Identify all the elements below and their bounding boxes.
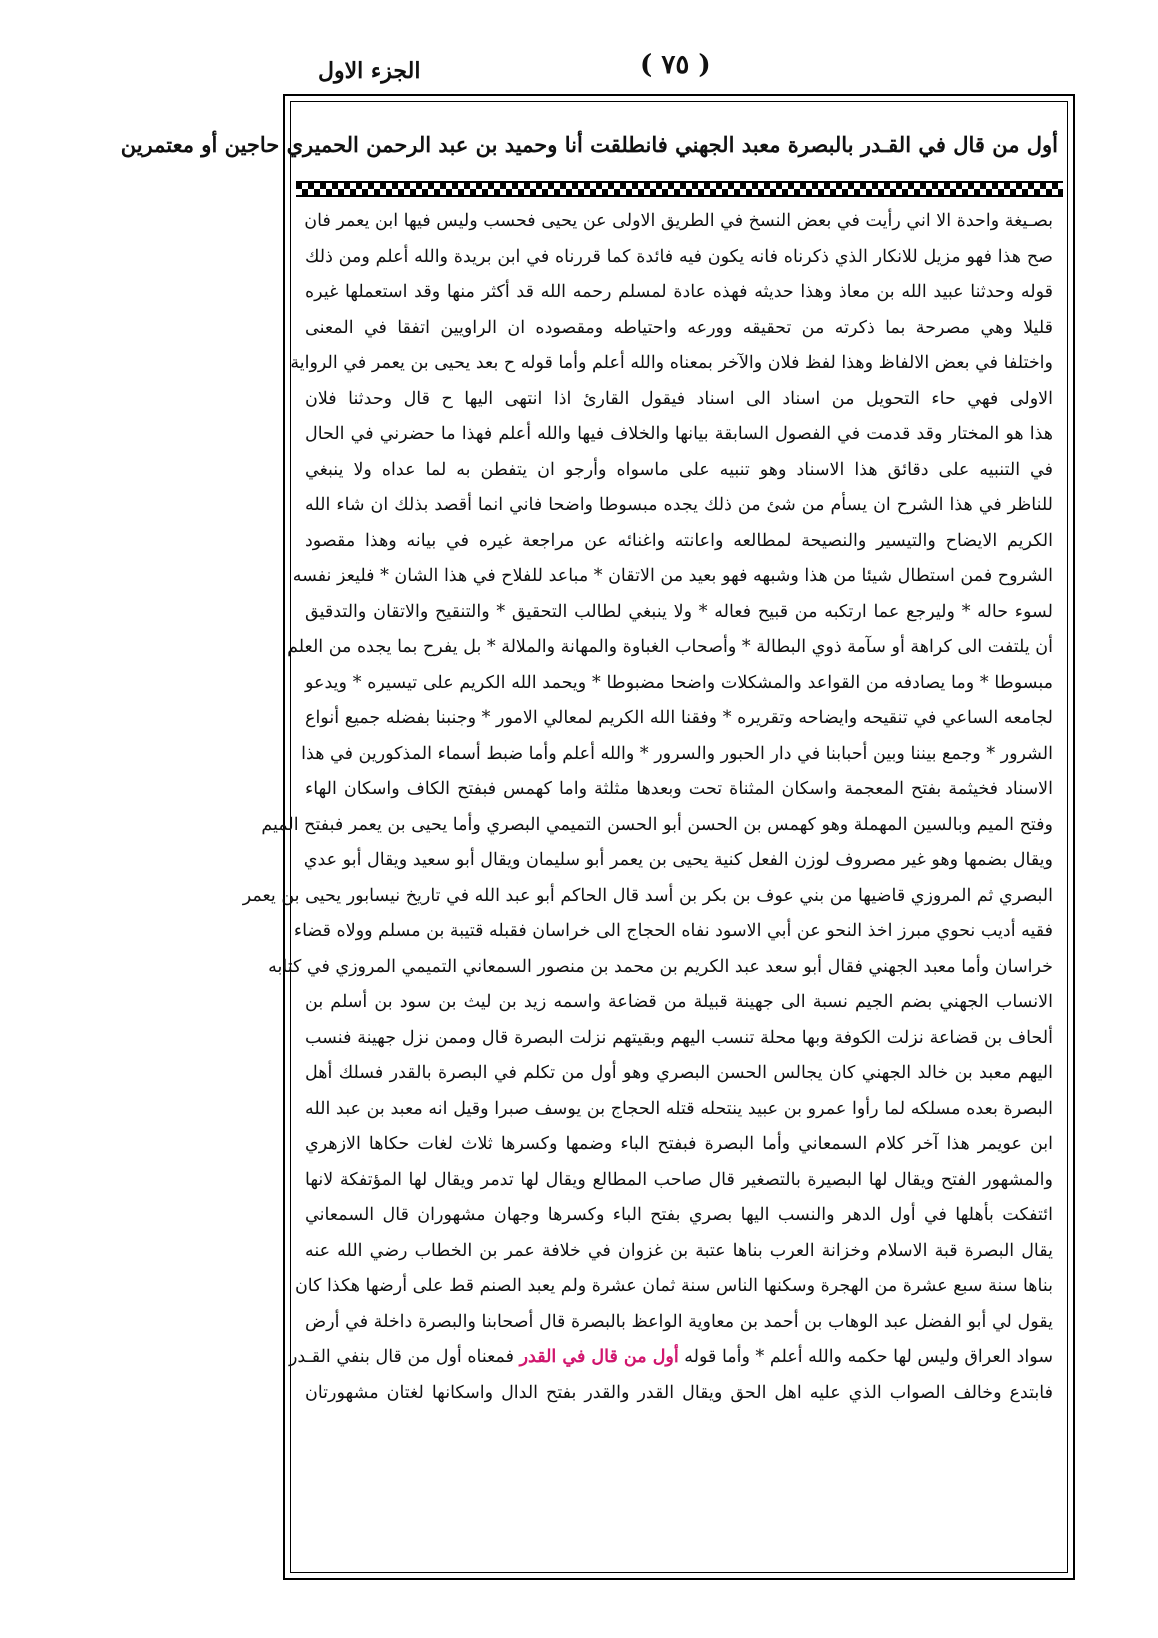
text-line: يقال البصرة قبة الاسلام وخزانة العرب بناها عتبة بن غزوان في خلافة عمر بن الخطاب رضي الله عنه xyxy=(305,1240,1053,1261)
text-line: لجامعه الساعي في تنقيحه وايضاحه وتقريره * وفقنا الله الكريم لمعالي الامور * وجنبنا بفضله جميع أنواع xyxy=(305,708,1053,728)
text-line: البصري ثم المروزي قاضيها من بني عوف بن بكر بن أسد قال الحاكم أبو عبد الله في تاريخ نيسابور يحيى بن يعمر xyxy=(242,885,1053,906)
headline-hadith-text: أول من قال في القـدر بالبصرة معبد الجهني فانطلقت أنا وحميد بن عبد الرحمن الحميري حاجين أو معتمرين xyxy=(120,132,1058,157)
text-segment: سواد العراق وليس لها حكمه والله أعلم * وأما قوله xyxy=(678,1347,1053,1367)
text-line: الاولى فهي حاء التحويل من اسناد الى اسناد فيقول القارئ اذا انتهى اليها ح قال وحدثنا فلان xyxy=(305,388,1053,409)
text-line: في التنبيه على دقائق هذا الاسناد وهو تنبيه على ماسواه وأرجو ان يتفطن به لما عداه ولا ينبغي xyxy=(305,459,1053,480)
text-line: ابن عويمر هذا آخر كلام السمعاني وأما البصرة فبفتح الباء وضمها وكسرها ثلاث لغات حكاها الازهري xyxy=(305,1134,1053,1154)
text-line: الاسناد فخيثمة بفتح المعجمة واسكان المثناة تحت وبعدها مثلثة واما كهمس فبفتح الكاف واسكان الهاء xyxy=(305,779,1053,799)
text-line: اليهم معبد بن خالد الجهني كان يجالس الحسن البصري وهو أول من تكلم في البصرة بالقدر فسلك أهل xyxy=(305,1063,1053,1083)
part-title: الجزء الاول xyxy=(318,58,421,84)
commentary-text xyxy=(242,204,1053,1411)
text-line: الشروح فمن استطال شيئا من هذا وشبهه فهو بعيد من الاتقان * مباعد للفلاح في هذا الشان * فليعز نفسه xyxy=(292,566,1053,586)
text-line: وفتح الميم وبالسين المهملة وهو كهمس بن الحسن أبو الحسن التميمي البصري وأما يحيى بن يعمر فبفتح الميم xyxy=(261,814,1053,835)
text-line: لسوء حاله * وليرجع عما ارتكبه من قبيح فعاله * ولا ينبغي لطالب التحقيق * والتنقيح والاتقان والتدقيق xyxy=(305,601,1053,622)
page-number: ( ٧٥ ) xyxy=(640,50,711,80)
highlighted-quote: أول من قال في القدر xyxy=(519,1347,679,1367)
text-line: والمشهور الفتح ويقال لها البصيرة بالتصغير قال صاحب المطالع ويقال لها تدمر ويقال لها المؤتفكة لانها xyxy=(305,1169,1053,1190)
text-line: ويقال بضمها وهو غير مصروف لوزن الفعل كنية يحيى بن يعمر أبو سليمان ويقال أبو سعيد ويقال أبو عدي xyxy=(303,850,1053,870)
text-line xyxy=(288,1340,1053,1376)
text-line: فابتدع وخالف الصواب الذي عليه اهل الحق ويقال القدر والقدر بفتح الدال واسكانها لغتان مشهورتان xyxy=(305,1382,1053,1403)
ornamental-divider xyxy=(296,181,1063,197)
text-line: أن يلتفت الى كراهة أو سآمة ذوي البطالة * وأصحاب الغباوة والمهانة والملالة * بل يفرح بما يجده من العلم xyxy=(287,637,1053,657)
text-line: البصرة بعده مسلكه لما رأوا عمرو بن عبيد ينتحله قتله الحجاج بن يوسف صبرا وقيل انه معبد بن عبد الله xyxy=(305,1098,1053,1119)
text-line: ائتفكت بأهلها في أول الدهر والنسب اليها بصري بفتح الباء وكسرها وجهان مشهوران قال السمعاني xyxy=(305,1205,1053,1225)
text-line: هذا هو المختار وقد قدمت في الفصول السابقة بيانها والخلاف فيها والله أعلم فهذا ما حضرني في الحال xyxy=(305,424,1053,444)
text-line: بناها سنة سبع عشرة من الهجرة وسكنها الناس سنة ثمان عشرة ولم يعبد الصنم قط على أرضها هكذا كان xyxy=(294,1276,1053,1296)
text-line: الكريم الايضاح والتيسير والنصيحة لمطالعه واعانته واغنائه عن مراجعة غيره في بيانه وهذا مقصود xyxy=(305,530,1053,551)
text-line: خراسان وأما معبد الجهني فقال أبو سعد عبد الكريم بن محمد بن منصور السمعاني التميمي المروزي في كتابه xyxy=(268,956,1053,977)
text-line: قليلا وهي مصرحة بما ذكرته من تحقيقه وورعه واحتياطه ومقصوده ان الراويين اتفقا في المعنى xyxy=(305,317,1053,338)
text-line: فقيه أديب نحوي مبرز اخذ النحو عن أبي الاسود نفاه الحجاج الى خراسان فقبله قتيبة بن مسلم وولاه قضاء xyxy=(293,921,1053,941)
text-line: الشرور * وجمع بيننا وبين أحبابنا في دار الحبور والسرور * والله أعلم وأما ضبط أسماء المذكورين في هذا xyxy=(301,743,1053,764)
text-segment: فمعناه أول من قال بنفي القـدر xyxy=(288,1347,520,1367)
text-line: الانساب الجهني بضم الجيم نسبة الى جهينة قبيلة من قضاعة واسمه زيد بن ليث بن سود بن أسلم بن xyxy=(305,992,1053,1012)
text-line: يقول لي أبو الفضل عبد الوهاب بن أحمد بن معاوية الواعظ بالبصرة قال أصحابنا والبصرة داخلة في أرض xyxy=(305,1311,1053,1332)
text-line: مبسوطا * وما يصادفه من القواعد والمشكلات واضحا مضبوطا * ويحمد الله الكريم على تيسيره * ويدعو xyxy=(305,672,1053,693)
text-line: واختلفا في بعض الالفاظ وهذا لفظ فلان والآخر بمعناه والله أعلم وأما قوله ح بعد يحيى بن يعمر في الرواية xyxy=(290,353,1053,373)
text-line: بصـيغة واحدة الا اني رأيت في بعض النسخ في الطريق الاولى عن يحيى فحسب وليس فيها ابن يعمر فان xyxy=(304,211,1053,231)
text-line: ألحاف بن قضاعة نزلت الكوفة وبها محلة تنسب اليهم وبقيتهم نزلت البصرة قال وممن نزل جهينة فنسب xyxy=(305,1027,1053,1048)
text-line: للناظر في هذا الشرح ان يسأم من شئ من ذلك يجده مبسوطا واضحا فاني انما أقصد بذلك ان شاء الله xyxy=(305,495,1053,515)
text-line: صح هذا فهو مزيل للانكار الذي ذكرناه فانه يكون فيه فائدة كما قررناه في ابن بريدة والله أعلم ومن ذلك xyxy=(305,246,1053,267)
text-line: قوله وحدثنا عبيد الله بن معاذ وهذا حديثه فهذه عادة لمسلم رحمه الله قد أكثر منها وقد استعملها غيره xyxy=(305,282,1053,302)
